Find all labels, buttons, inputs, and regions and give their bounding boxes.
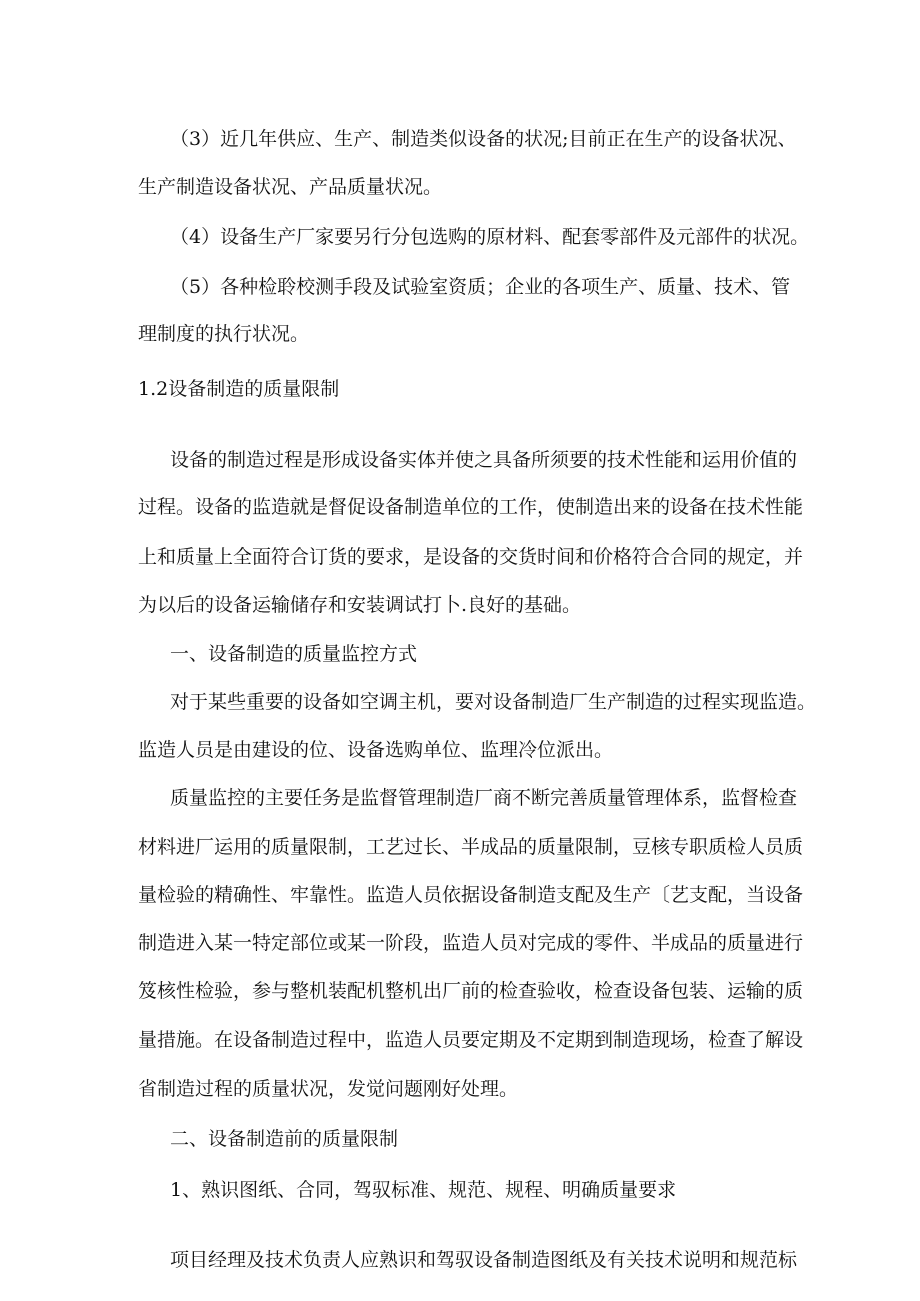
- task-line: 量措施。在设备制造过程中，监造人员要定期及不定期到制造现场，检查了解设: [138, 1029, 804, 1051]
- section-1-heading: 一、设备制造的质量监控方式: [170, 643, 418, 665]
- intro-line: 过程。设备的监造就是督促设备制造单位的工作，使制造出来的设备在技术性能: [138, 496, 804, 518]
- task-line: 制造进入某一特定部位或某一阶段，监造人员对完成的零件、半成品的质量进行: [138, 932, 804, 954]
- task-line: 省制造过程的质量状况，发觉问题刚好处理。: [138, 1078, 519, 1100]
- section-1-line: 对于某些重要的设备如空调主机，要对设备制造厂生产制造的过程实现监造。: [170, 691, 817, 713]
- section-2-heading: 二、设备制造前的质量限制: [170, 1128, 399, 1150]
- section-1-line: 监造人员是由建设的位、设备选购单位、监理冷位派出。: [138, 739, 614, 761]
- intro-line: 为以后的设备运输储存和安装调试打卜.良好的基础。: [138, 594, 582, 616]
- paragraph-4: （4）设备生产厂家要另行分包选购的原材料、配套零部件及元部件的状况。: [170, 226, 810, 248]
- paragraph-5-line-2: 理制度的执行状况。: [138, 323, 310, 345]
- heading-1-2: 1.2设备制造的质量限制: [138, 378, 340, 400]
- last-line: 项目经理及技术负责人应熟识和驾驭设备制造图纸及有关技术说明和规范标: [170, 1249, 798, 1271]
- task-line: 材料进厂运用的质量限制，工艺过长、半成品的质量限制，豆核专职质检人员质: [138, 836, 804, 858]
- paragraph-3-line-1: （3）近几年供应、生产、制造类似设备的状况;目前正在生产的设备状况、: [170, 128, 797, 150]
- paragraph-3-line-2: 生产制造设备状况、产品质量状况。: [138, 176, 443, 198]
- intro-line: 设备的制造过程是形成设备实体并使之具备所须要的技术性能和运用价值的: [170, 449, 798, 471]
- task-line: 量检验的精确性、牢靠性。监造人员依据设备制造支配及生产〔艺支配，当设备: [138, 884, 804, 906]
- item-1: 1、熟识图纸、合同，驾驭标准、规范、规程、明确质量要求: [170, 1179, 677, 1201]
- paragraph-5-line-1: （5）各种检聆校测手段及试验室资质；企业的各项生产、质量、技术、管: [170, 276, 791, 298]
- intro-line: 上和质量上全面符合订货的要求，是设备的交货时间和价格符合合同的规定，并: [138, 546, 804, 568]
- task-line: 笈核性检验，参与整机装配机整机出厂前的检查验收，检查设备包装、运输的质: [138, 980, 804, 1002]
- task-line: 质量监控的主要任务是监督管理制造厂商不断完善质量管理体系，监督检查: [170, 787, 798, 809]
